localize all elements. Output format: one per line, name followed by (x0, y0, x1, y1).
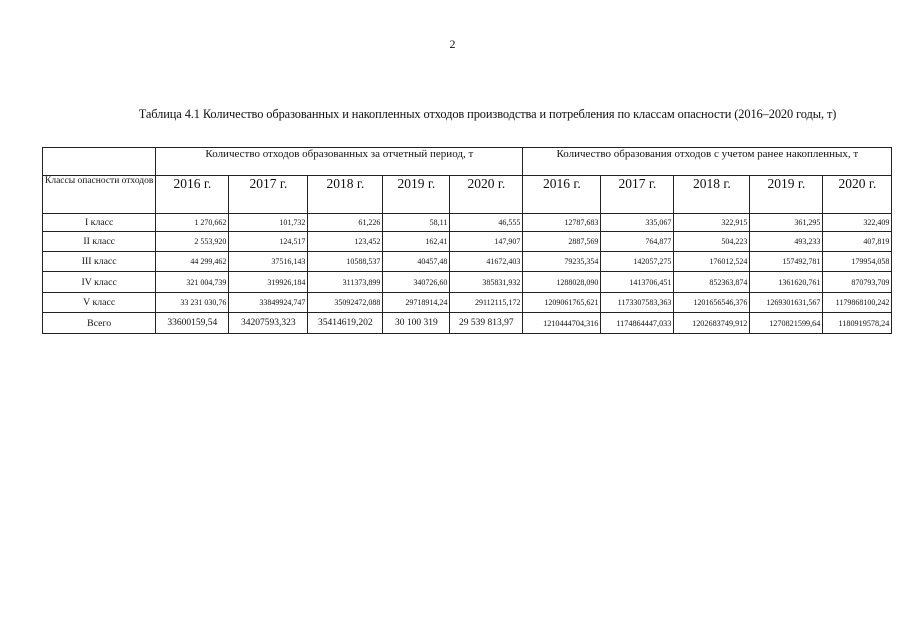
table-caption: Таблица 4.1 Количество образованных и накопленных отходов производства и потребления по классам опасности (2016–2020 годы, т) (138, 107, 837, 121)
table-cell: 46,555 (450, 214, 523, 232)
table-cell-total: 1210444704,316 (523, 313, 601, 334)
table-cell-total: 1270821599,64 (750, 313, 823, 334)
row-label: III класс (43, 252, 156, 272)
table-cell: 2 553,920 (156, 232, 229, 252)
table-cell: 340726,60 (383, 272, 450, 293)
table-cell: 870793,709 (823, 272, 892, 293)
table-cell: 44 299,462 (156, 252, 229, 272)
table-cell: 1361620,761 (750, 272, 823, 293)
table-cell-total: 30 100 319 (383, 313, 450, 334)
table-cell: 1288028,090 (523, 272, 601, 293)
table-cell: 1209061765,621 (523, 293, 601, 313)
page-number: 2 (449, 37, 456, 51)
table-cell: 33 231 030,76 (156, 293, 229, 313)
row-label: I класс (43, 214, 156, 232)
table-row (43, 272, 892, 293)
table-cell: 493,233 (750, 232, 823, 252)
table-row-total (43, 313, 892, 334)
year-header: 2019 г. (750, 176, 823, 214)
row-label-total: Всего (43, 313, 156, 334)
table-cell: 1201656546,376 (674, 293, 750, 313)
waste-table (42, 147, 892, 334)
table-cell-total: 1202683749,912 (674, 313, 750, 334)
table-row (43, 252, 892, 272)
row-label: IV класс (43, 272, 156, 293)
table-cell: 361,295 (750, 214, 823, 232)
table-cell: 58,11 (383, 214, 450, 232)
table-cell: 79235,354 (523, 252, 601, 272)
table-cell: 322,409 (823, 214, 892, 232)
table-cell: 37516,143 (229, 252, 308, 272)
table-cell: 12787,683 (523, 214, 601, 232)
year-header: 2019 г. (383, 176, 450, 214)
group-header-generated: Количество отходов образованных за отчетный период, т (156, 148, 523, 176)
year-header: 2018 г. (674, 176, 750, 214)
table-cell: 504,223 (674, 232, 750, 252)
table-cell-total: 33600159,54 (156, 313, 229, 334)
table-cell: 385831,932 (450, 272, 523, 293)
table-cell: 123,452 (308, 232, 383, 252)
table-cell: 311373,899 (308, 272, 383, 293)
table-cell: 1269301631,567 (750, 293, 823, 313)
table-cell: 10588,537 (308, 252, 383, 272)
table-cell: 157492,781 (750, 252, 823, 272)
table-cell-total: 29 539 813,97 (450, 313, 523, 334)
table-cell: 142057,275 (601, 252, 674, 272)
table-cell: 1413706,451 (601, 272, 674, 293)
table-cell: 1179868100,242 (823, 293, 892, 313)
year-header: 2017 г. (229, 176, 308, 214)
table-cell: 176012,524 (674, 252, 750, 272)
table-row (43, 293, 892, 313)
table-cell: 33849924,747 (229, 293, 308, 313)
table-cell: 41672,403 (450, 252, 523, 272)
table-cell: 335,067 (601, 214, 674, 232)
year-header: 2016 г. (523, 176, 601, 214)
table-cell: 162,41 (383, 232, 450, 252)
table-cell: 2887,569 (523, 232, 601, 252)
year-header: 2017 г. (601, 176, 674, 214)
table-cell: 147,907 (450, 232, 523, 252)
row-label: V класс (43, 293, 156, 313)
table-cell: 1173307583,363 (601, 293, 674, 313)
table-cell: 124,517 (229, 232, 308, 252)
table-cell-total: 34207593,323 (229, 313, 308, 334)
table-cell: 407,819 (823, 232, 892, 252)
table-cell: 61,226 (308, 214, 383, 232)
row-label: II класс (43, 232, 156, 252)
group-header-accumulated: Количество образования отходов с учетом ранее накопленных, т (523, 148, 892, 176)
group-header-row (43, 148, 892, 176)
table-cell: 321 004,739 (156, 272, 229, 293)
year-header: 2018 г. (308, 176, 383, 214)
table-cell: 35092472,088 (308, 293, 383, 313)
year-header: 2016 г. (156, 176, 229, 214)
table-cell: 764,877 (601, 232, 674, 252)
table-cell-total: 1174864447,033 (601, 313, 674, 334)
table-cell-total: 1180919578,24 (823, 313, 892, 334)
table-cell: 852363,874 (674, 272, 750, 293)
table-cell: 322,915 (674, 214, 750, 232)
table-cell: 179954,058 (823, 252, 892, 272)
year-header-row (43, 176, 892, 214)
table-cell: 101,732 (229, 214, 308, 232)
class-column-header: Классы опасности отходов (43, 176, 156, 214)
table-cell-total: 35414619,202 (308, 313, 383, 334)
table-cell: 29718914,24 (383, 293, 450, 313)
year-header: 2020 г. (450, 176, 523, 214)
year-header: 2020 г. (823, 176, 892, 214)
table-cell: 29112115,172 (450, 293, 523, 313)
table-row (43, 232, 892, 252)
table-cell: 40457,48 (383, 252, 450, 272)
table-cell: 319926,184 (229, 272, 308, 293)
table-row (43, 214, 892, 232)
table-cell: 1 270,662 (156, 214, 229, 232)
corner-cell (43, 148, 156, 176)
